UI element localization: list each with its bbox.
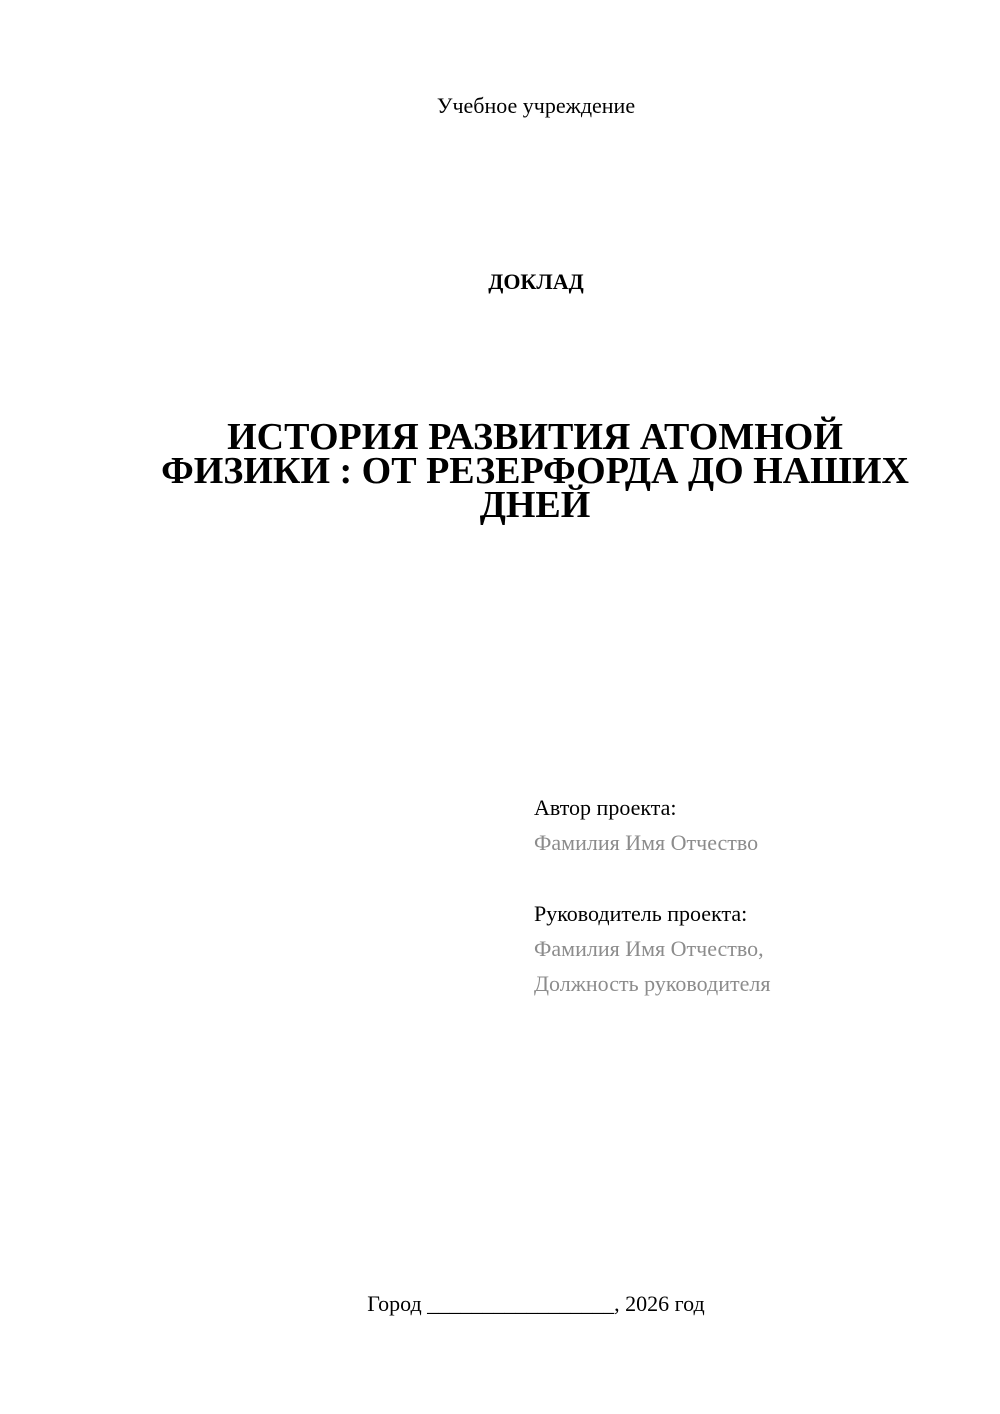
author-name: Фамилия Имя Отчество — [534, 830, 759, 855]
supervisor-name: Фамилия Имя Отчество, — [534, 936, 764, 961]
author-label: Автор проекта: — [534, 795, 677, 820]
title-line-1: ИСТОРИЯ РАЗВИТИЯ АТОМНОЙ — [227, 416, 843, 458]
document-type: ДОКЛАД — [488, 269, 584, 294]
institution-name: Учебное учреждение — [436, 93, 636, 118]
supervisor-label: Руководитель проекта: — [534, 901, 748, 926]
title-line-2: ФИЗИКИ : ОТ РЕЗЕРФОРДА ДО НАШИХ — [161, 450, 909, 492]
title-line-3: ДНЕЙ — [479, 484, 591, 526]
city-year-footer: Город _________________, 2026 год — [367, 1291, 705, 1316]
credits-block — [534, 790, 974, 1001]
supervisor-position: Должность руководителя — [534, 971, 771, 996]
credits-spacer — [534, 860, 974, 896]
document-title — [150, 416, 920, 526]
